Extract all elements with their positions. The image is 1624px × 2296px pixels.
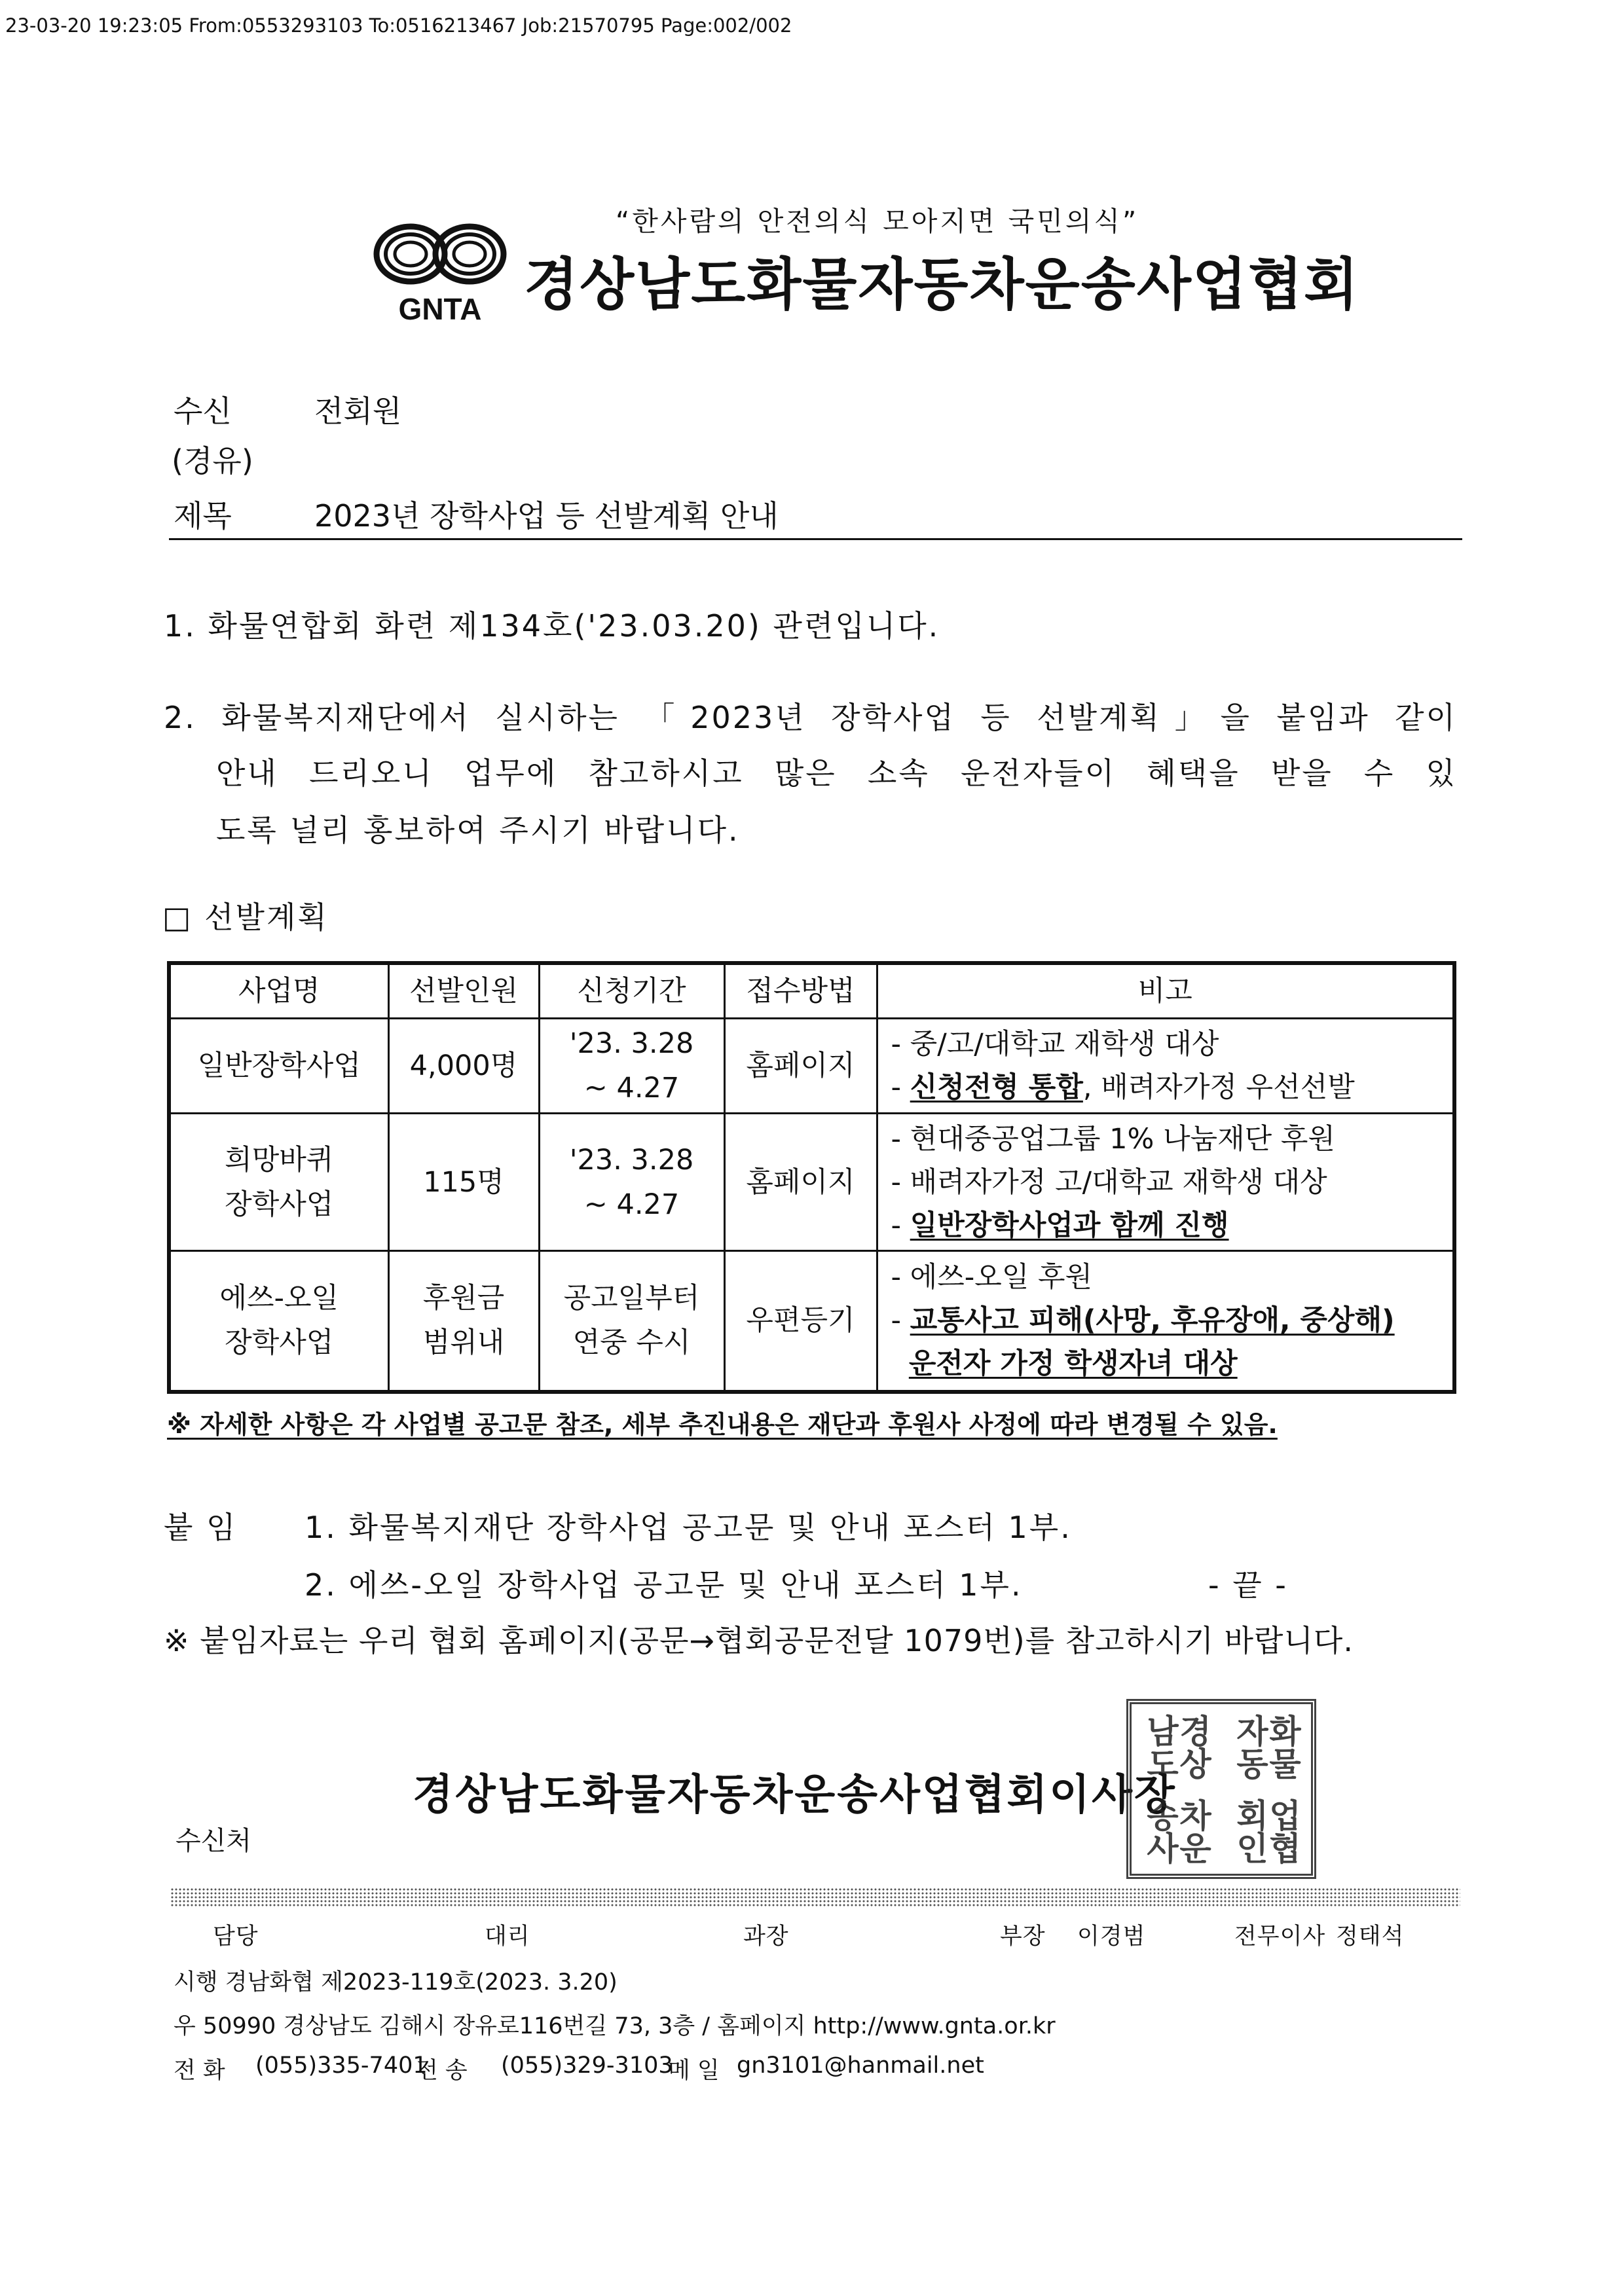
header-cell: 비고 <box>877 963 1454 1019</box>
subject-label: 제목 <box>174 498 232 534</box>
selection-count-cell: 후원금 범위내 <box>388 1251 539 1392</box>
table-row <box>169 1019 1454 1114</box>
body-item-2-line-3: 도록 널리 홍보하여 주시기 바랍니다. <box>216 812 740 848</box>
plan-heading: □ 선발계획 <box>162 900 329 935</box>
remarks-cell: - 현대중공업그룹 1% 나눔재단 후원 - 배려자가정 고/대학교 재학생 대상 - 일반장학사업과 함께 진행 <box>877 1114 1454 1251</box>
seal-text: 경상남도 <box>1141 1713 1212 1779</box>
header-cell: 선발인원 <box>388 963 539 1019</box>
attachment-label: 붙 임 <box>164 1510 238 1545</box>
recipient-label: 수신 <box>174 393 232 429</box>
official-seal <box>1126 1699 1316 1879</box>
application-method-cell: 홈페이지 <box>724 1114 877 1251</box>
seal-text: 화물자동 <box>1230 1713 1302 1779</box>
via-label: (경유) <box>172 443 253 479</box>
program-name-cell: 희망바퀴 장학사업 <box>169 1114 388 1251</box>
fax-label: 전 송 <box>416 2058 468 2084</box>
document-number: 시행 경남화협 제2023-119호(2023. 3.20) <box>174 1969 618 1995</box>
receiver-list-label: 수신처 <box>175 1826 251 1856</box>
body-item-2-line-2: 안내 드리오니 업무에 참고하시고 많은 소속 운전자들이 혜택을 받을 수 있 <box>216 756 1457 791</box>
phone-label: 전 화 <box>174 2058 225 2084</box>
application-period-cell: '23. 3.28 ~ 4.27 <box>539 1019 724 1114</box>
attachment-item-2: 2. 에쓰-오일 장학사업 공고문 및 안내 포스터 1부. <box>304 1567 1023 1603</box>
program-name-cell: 에쓰-오일 장학사업 <box>169 1251 388 1392</box>
body-item-2-line-1: 2. 화물복지재단에서 실시하는 「2023년 장학사업 등 선발계획」을 붙임과 같이 <box>164 700 1457 735</box>
attachment-item-1: 1. 화물복지재단 장학사업 공고문 및 안내 포스터 1부. <box>304 1510 1072 1545</box>
phone-number: (055)335-7401 <box>255 2052 428 2079</box>
application-method-cell: 우편등기 <box>724 1251 877 1392</box>
table-row <box>169 1251 1454 1392</box>
approval-dept-head: 부장 <box>1000 1923 1046 1950</box>
program-name-cell: 일반장학사업 <box>169 1019 388 1114</box>
seal-text: 차운송사 <box>1141 1798 1212 1865</box>
gnta-logo <box>370 216 511 327</box>
approval-section-chief: 과장 <box>743 1923 789 1950</box>
header-cell: 사업명 <box>169 963 388 1019</box>
selection-count-cell: 4,000명 <box>388 1019 539 1114</box>
fax-number: (055)329-3103 <box>501 2052 673 2079</box>
table-footnote: ※ 자세한 사항은 각 사업별 공고문 참조, 세부 추진내용은 재단과 후원사 사정에 따라 변경될 수 있음. <box>167 1410 1278 1439</box>
body-item-1: 1. 화물연합회 화련 제134호('23.03.20) 관련입니다. <box>164 608 940 644</box>
logo-text: GNTA <box>398 292 482 326</box>
fax-header: 23-03-20 19:23:05 From:0553293103 To:0516213467 Job:21570795 Page:002/002 <box>5 14 792 37</box>
approval-director-name: 정태석 <box>1336 1923 1405 1950</box>
table-row <box>169 1114 1454 1251</box>
seal-text: 업협회인 <box>1230 1798 1302 1865</box>
email-address: gn3101@hanmail.net <box>737 2052 984 2079</box>
end-mark: - 끝 - <box>1208 1567 1288 1603</box>
subject-divider <box>169 538 1462 540</box>
attachment-note: ※ 붙임자료는 우리 협회 홈페이지(공문→협회공문전달 1079번)를 참고하시기 바랍니다. <box>164 1623 1354 1658</box>
approval-dept-head-name: 이경범 <box>1077 1923 1146 1950</box>
approval-director: 전무이사 <box>1234 1923 1326 1950</box>
header-cell: 신청기간 <box>539 963 724 1019</box>
slogan: “한사람의 안전의식 모아지면 국민의식” <box>616 206 1139 237</box>
recipient-value: 전회원 <box>314 393 402 429</box>
email-label: 메 일 <box>668 2058 720 2084</box>
remarks-cell: - 에쓰-오일 후원 - 교통사고 피해(사망, 후유장애, 중상해) 운전자 가정 학생자녀 대상 <box>877 1251 1454 1392</box>
dotted-divider <box>170 1887 1460 1907</box>
organization-name: 경상남도화물자동차운송사업협회 <box>524 252 1360 318</box>
approval-staff: 담당 <box>213 1923 259 1950</box>
sender-name: 경상남도화물자동차운송사업협회이사장 <box>413 1771 1177 1819</box>
application-method-cell: 홈페이지 <box>724 1019 877 1114</box>
application-period-cell: 공고일부터 연중 수시 <box>539 1251 724 1392</box>
application-period-cell: '23. 3.28 ~ 4.27 <box>539 1114 724 1251</box>
selection-count-cell: 115명 <box>388 1114 539 1251</box>
approval-assistant: 대리 <box>485 1923 530 1950</box>
subject-value: 2023년 장학사업 등 선발계획 안내 <box>314 498 779 534</box>
remarks-cell: - 중/고/대학교 재학생 대상 - 신청전형 통합, 배려자가정 우선선발 <box>877 1019 1454 1114</box>
header-cell: 접수방법 <box>724 963 877 1019</box>
plan-table <box>167 961 1456 1394</box>
address: 우 50990 경상남도 김해시 장유로116번길 73, 3층 / 홈페이지 http://www.gnta.or.kr <box>174 2013 1056 2039</box>
table-header-row <box>169 963 1454 1019</box>
